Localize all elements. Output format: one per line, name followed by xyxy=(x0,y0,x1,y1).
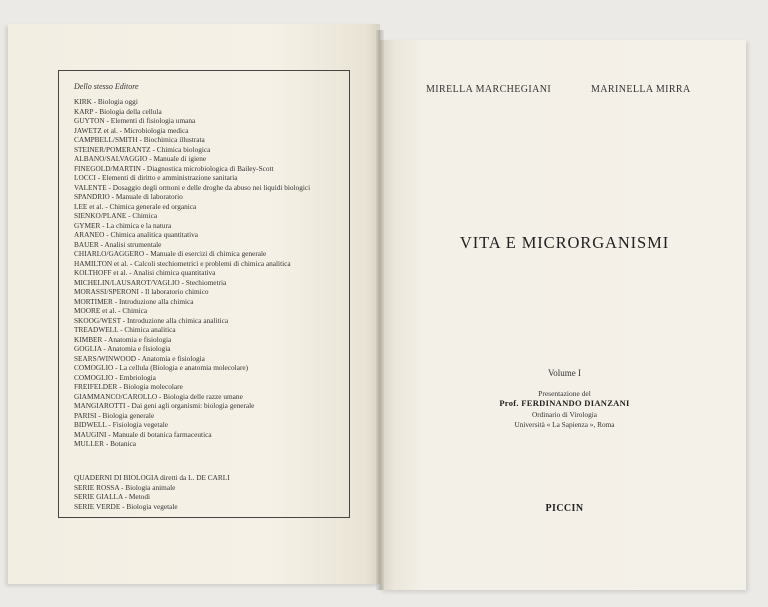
book-list-item: BAUER - Analisi strumentale xyxy=(74,239,162,249)
book-list-item: STEINER/POMERANTZ - Chimica biologica xyxy=(74,144,211,154)
book-list-item: MORASSI/SPERONI - Il laboratorio chimico xyxy=(74,287,209,296)
book-list-item: SEARS/WINWOOD - Anatomia e fisiologia xyxy=(74,353,205,363)
editor-heading: Dello stesso Editore xyxy=(74,82,139,91)
book-list-item: PARISI - Biologia generale xyxy=(74,410,155,420)
series-list-item: SERIE VERDE - Biologia vegetale xyxy=(74,501,178,511)
book-list-item: COMOGLIO - Embriologia xyxy=(74,372,156,382)
series-list xyxy=(74,473,346,511)
book-list-item: HAMILTON et al. - Calcoli stechiometrici e problemi di chimica analitica xyxy=(74,258,291,268)
book-list-item: FREIFELDER - Biologia molecolare xyxy=(74,382,183,391)
book-list-item: KIMBER - Anatomia e fisiologia xyxy=(74,334,172,344)
author-name: MARINELLA MIRRA xyxy=(591,84,691,95)
book-list-item: FINEGOLD/MARTIN - Diagnostica microbiologica di Bailey-Scott xyxy=(74,163,274,173)
book-list-item: MANGIAROTTI - Dai geni agli organismi: biologia generale xyxy=(74,401,255,410)
book-list xyxy=(74,97,346,449)
book-list-item: BIDWELL - Fisiologia vegetale xyxy=(74,420,168,429)
presenter-name: Prof. FERDINANDO DIANZANI xyxy=(499,398,630,408)
series-list-item: QUADERNI DI BIOLOGIA diretti da L. DE CARLI xyxy=(74,473,230,482)
book-list-item: SKOOG/WEST - Introduzione alla chimica analitica xyxy=(74,315,229,325)
publisher-name: PICCIN xyxy=(545,503,584,514)
book-list-item: KOLTHOFF et al. - Analisi chimica quantitativa xyxy=(74,268,216,277)
presenter-affiliation: Ordinario di Virologia xyxy=(531,410,598,419)
book-list-item: SIENKO/PLANE - Chimica xyxy=(74,211,158,220)
book-list-item: SPANDRIO - Manuale di laboratorio xyxy=(74,192,183,201)
book-list-item: VALENTE - Dosaggio degli ormoni e delle droghe da abuso nei liquidi biologici xyxy=(74,182,311,192)
book-list-item: GIAMMANCO/CAROLLO - Biologia delle razze umane xyxy=(74,391,243,401)
book-list-item: MORTIMER - Introduzione alla chimica xyxy=(74,296,194,306)
book-list-item: LEE et al. - Chimica generale ed organica xyxy=(74,201,197,211)
book-list-item: CAMPBELL/SMITH - Biochimica illustrata xyxy=(74,135,205,144)
book-list-item: MULLER - Botanica xyxy=(74,439,137,448)
author-name: MIRELLA MARCHEGIANI xyxy=(426,84,552,95)
volume-label: Volume I xyxy=(547,368,582,378)
book-list-item: MAUGINI - Manuale di botanica farmaceutica xyxy=(74,429,212,439)
book-list-item: MOORE et al. - Chimica xyxy=(74,306,148,315)
book-list-item: MICHELIN/LAUSAROT/VAGLIO - Stechiometria xyxy=(74,277,227,287)
presenter-university: Università « La Sapienza », Roma xyxy=(514,420,615,429)
book-list-item: COMOGLIO - La cellula (Biologia e anatomia molecolare) xyxy=(74,363,249,372)
series-list-item: SERIE GIALLA - Metodi xyxy=(74,492,151,501)
book-list-item: GUYTON - Elementi di fisiologia umana xyxy=(74,116,196,125)
book-list-item: ALBANO/SALVAGGIO - Manuale di igiene xyxy=(74,154,207,163)
book-list-item: JAWETZ et al. - Microbiologia medica xyxy=(74,125,189,135)
book-list-item: KIRK - Biologia oggi xyxy=(74,97,138,106)
book-list-item: ARANEO - Chimica analitica quantitativa xyxy=(74,230,199,239)
book-list-item: KARP - Biologia della cellula xyxy=(74,106,162,116)
book-list-item: LOCCI - Elementi di diritto e amministrazione sanitaria xyxy=(74,173,238,182)
book-list-item: GOGLIA - Anatomia e fisiologia xyxy=(74,344,171,353)
book-list-item: GYMER - La chimica e la natura xyxy=(74,220,172,230)
book-title: VITA E MICRORGANISMI xyxy=(459,233,670,252)
presentation-label: Presentazione del xyxy=(538,389,591,398)
series-list-item: SERIE ROSSA - Biologia animale xyxy=(74,482,176,492)
book-list-item: TREADWELL - Chimica analitica xyxy=(74,325,176,334)
book-list-item: CHIARLO/GAGGERO - Manuale di esercizi di chimica generale xyxy=(74,249,267,258)
